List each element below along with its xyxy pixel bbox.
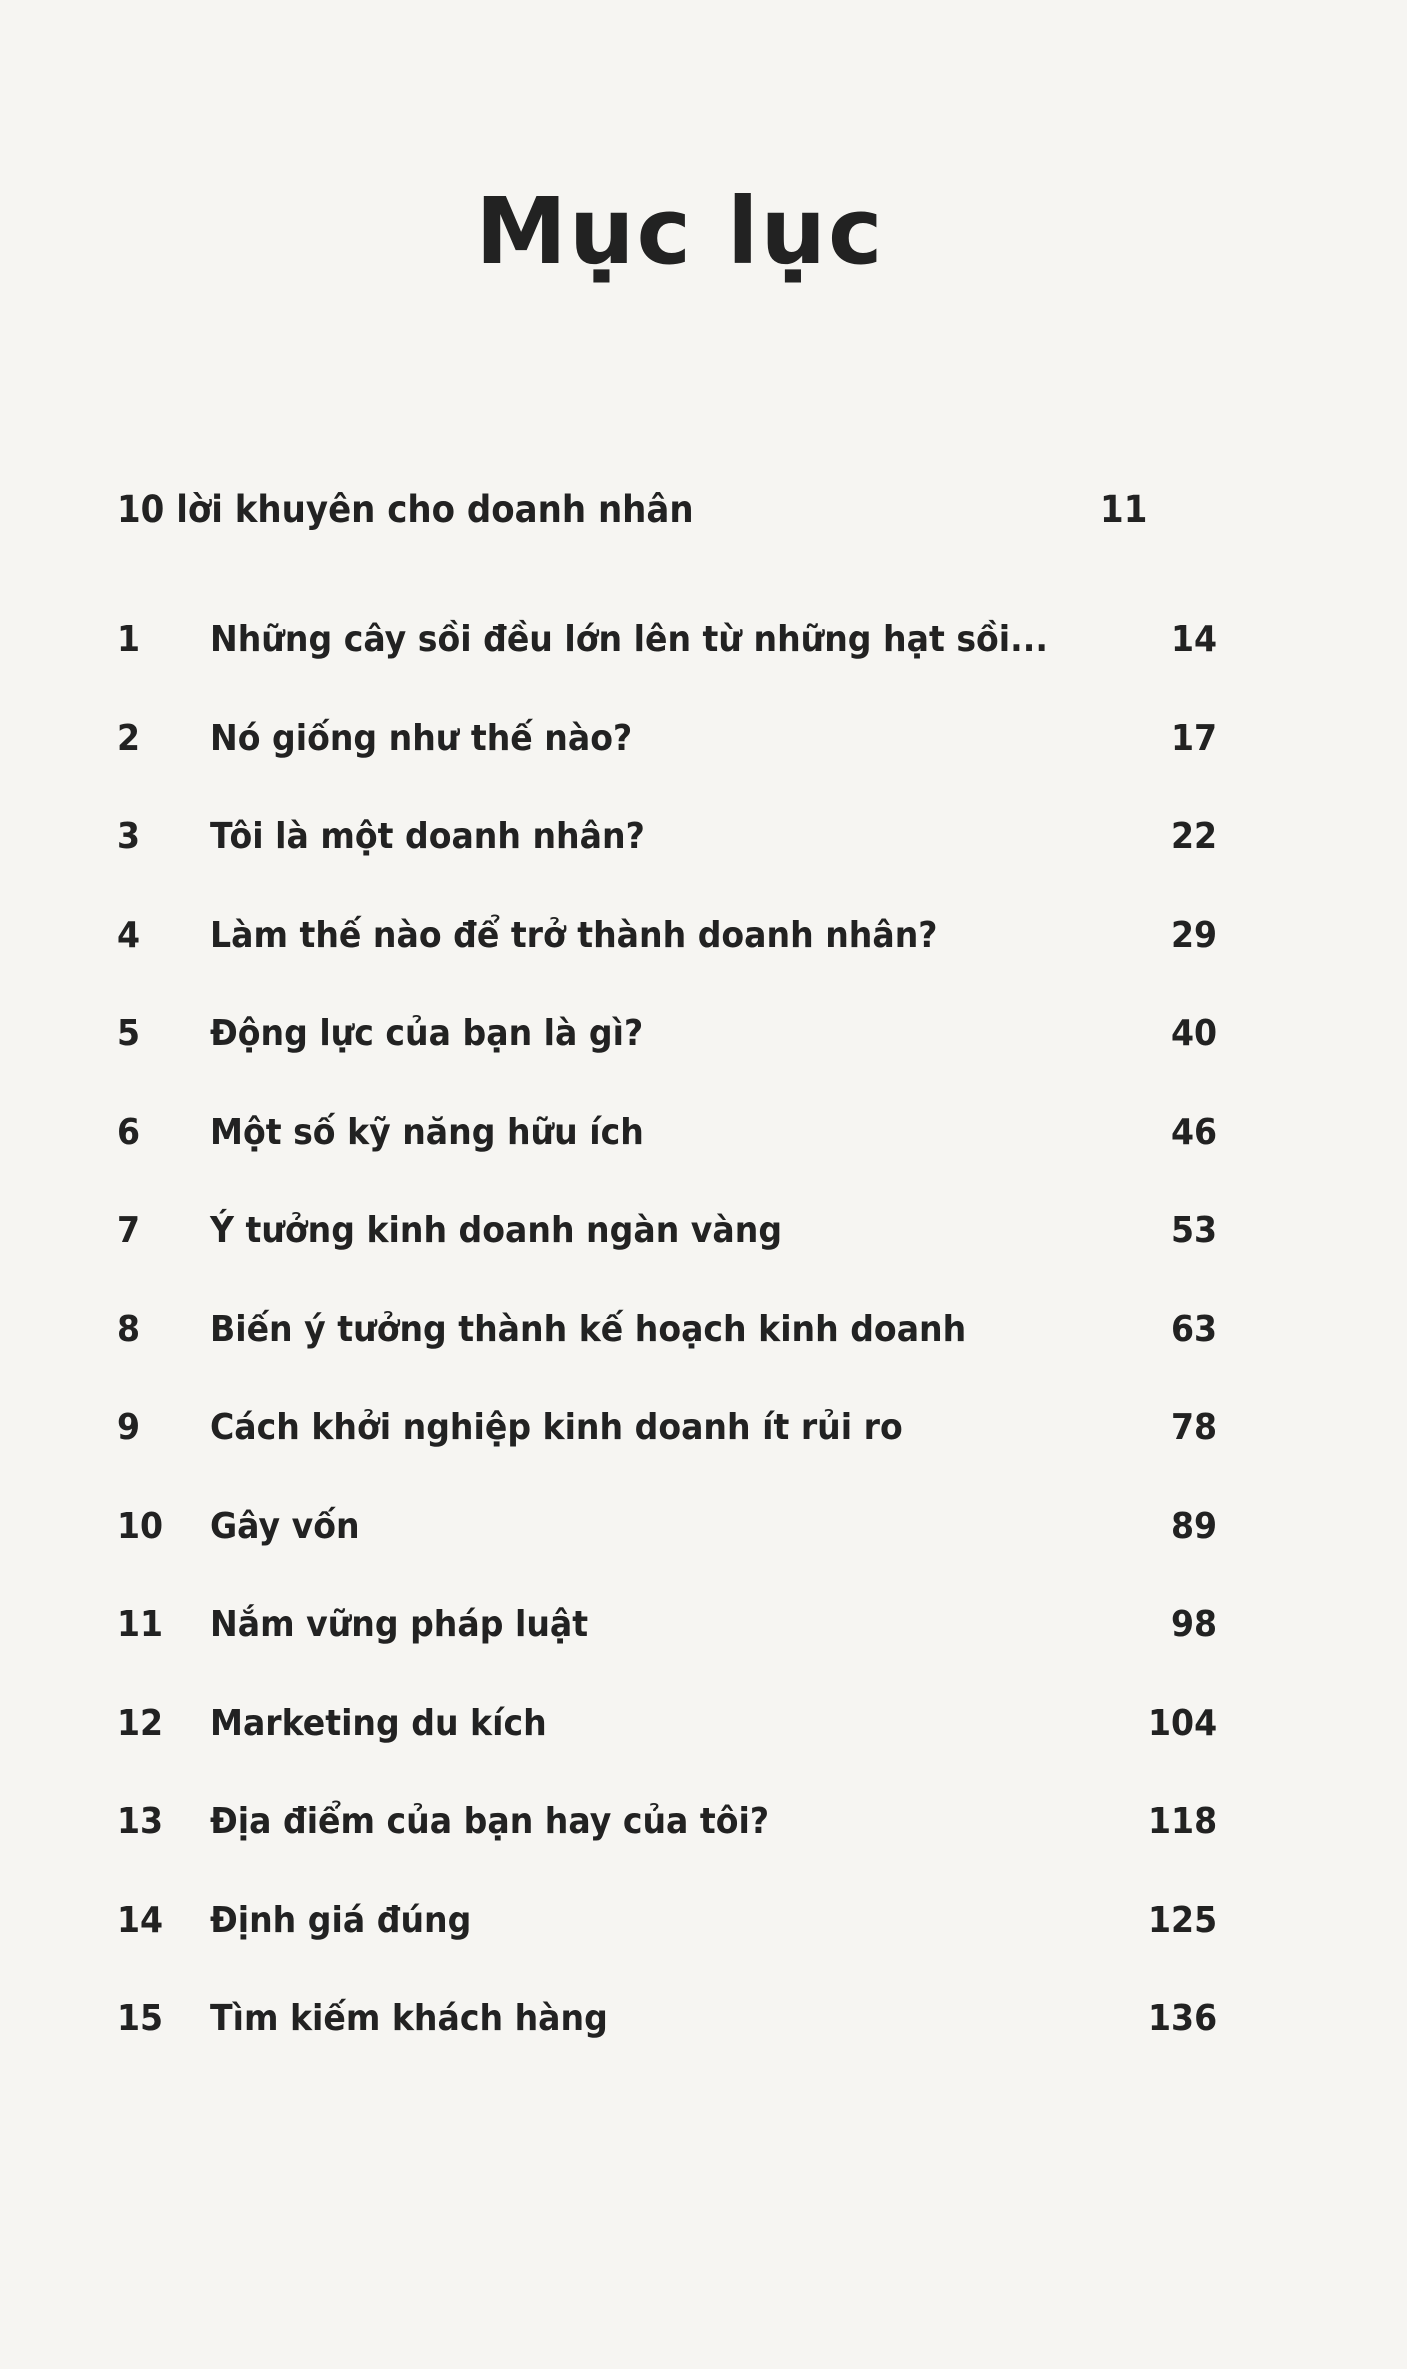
toc-row[interactable] (117, 1692, 1237, 1791)
toc-row[interactable] (117, 805, 1237, 904)
toc-row[interactable] (117, 1101, 1237, 1200)
toc-row[interactable] (117, 1593, 1237, 1692)
chapter-title: Làm thế nào để trở thành doanh nhân? (210, 914, 938, 956)
table-of-contents (117, 608, 1237, 2086)
chapter-page: 40 (1170, 1013, 1217, 1054)
chapter-number: 12 (117, 1702, 164, 1744)
toc-row[interactable] (117, 707, 1237, 806)
toc-row[interactable] (117, 1790, 1237, 1889)
chapter-page: 63 (1170, 1308, 1217, 1350)
chapter-title: Động lực của bạn là gì? (210, 1013, 644, 1054)
toc-row[interactable] (117, 1987, 1237, 2086)
chapter-page: 104 (1147, 1702, 1217, 1744)
toc-row[interactable] (117, 904, 1237, 1003)
page-title: Mục lục (475, 178, 885, 285)
chapter-number: 13 (117, 1801, 164, 1842)
chapter-number: 9 (117, 1407, 141, 1448)
toc-row[interactable] (117, 608, 1237, 707)
chapter-number: 14 (117, 1899, 164, 1941)
chapter-number: 8 (117, 1308, 141, 1350)
chapter-number: 11 (117, 1604, 164, 1645)
chapter-page: 14 (1170, 619, 1217, 660)
chapter-title: Những cây sồi đều lớn lên từ những hạt sồi... (210, 619, 1048, 660)
toc-row[interactable] (117, 1889, 1237, 1988)
chapter-title: Nó giống như thế nào? (210, 717, 633, 759)
toc-intro-page: 11 (1100, 488, 1148, 531)
toc-row[interactable] (117, 1495, 1237, 1594)
chapter-title: Định giá đúng (210, 1899, 472, 1941)
chapter-number: 4 (117, 914, 141, 956)
chapter-number: 6 (117, 1111, 141, 1153)
chapter-title: Gây vốn (210, 1505, 360, 1547)
chapter-page: 136 (1147, 1998, 1217, 2039)
toc-row[interactable] (117, 1199, 1237, 1298)
chapter-page: 89 (1170, 1505, 1217, 1547)
chapter-page: 118 (1147, 1801, 1217, 1842)
chapter-title: Tìm kiếm khách hàng (210, 1998, 608, 2039)
chapter-page: 98 (1170, 1604, 1217, 1645)
chapter-page: 29 (1170, 914, 1217, 956)
chapter-number: 1 (117, 619, 141, 660)
toc-intro-row[interactable] (117, 478, 1147, 542)
chapter-title: Nắm vững pháp luật (210, 1604, 589, 1645)
chapter-page: 22 (1170, 816, 1217, 857)
chapter-title: Marketing du kích (210, 1702, 547, 1744)
chapter-number: 2 (117, 717, 141, 759)
chapter-number: 5 (117, 1013, 141, 1054)
chapter-title: Cách khởi nghiệp kinh doanh ít rủi ro (210, 1407, 903, 1448)
chapter-number: 15 (117, 1998, 164, 2039)
toc-row[interactable] (117, 1298, 1237, 1397)
chapter-page: 53 (1170, 1210, 1217, 1251)
toc-row[interactable] (117, 1396, 1237, 1495)
chapter-title: Biến ý tưởng thành kế hoạch kinh doanh (210, 1308, 967, 1350)
toc-row[interactable] (117, 1002, 1237, 1101)
chapter-number: 7 (117, 1210, 141, 1251)
chapter-title: Ý tưởng kinh doanh ngàn vàng (210, 1210, 783, 1251)
chapter-page: 125 (1147, 1899, 1217, 1941)
chapter-number: 10 (117, 1505, 164, 1547)
chapter-title: Tôi là một doanh nhân? (210, 816, 645, 857)
toc-intro-title: 10 lời khuyên cho doanh nhân (117, 488, 694, 531)
chapter-title: Địa điểm của bạn hay của tôi? (210, 1801, 770, 1842)
chapter-page: 78 (1170, 1407, 1217, 1448)
chapter-number: 3 (117, 816, 141, 857)
chapter-title: Một số kỹ năng hữu ích (210, 1111, 644, 1153)
chapter-page: 17 (1170, 717, 1217, 759)
chapter-page: 46 (1170, 1111, 1217, 1153)
